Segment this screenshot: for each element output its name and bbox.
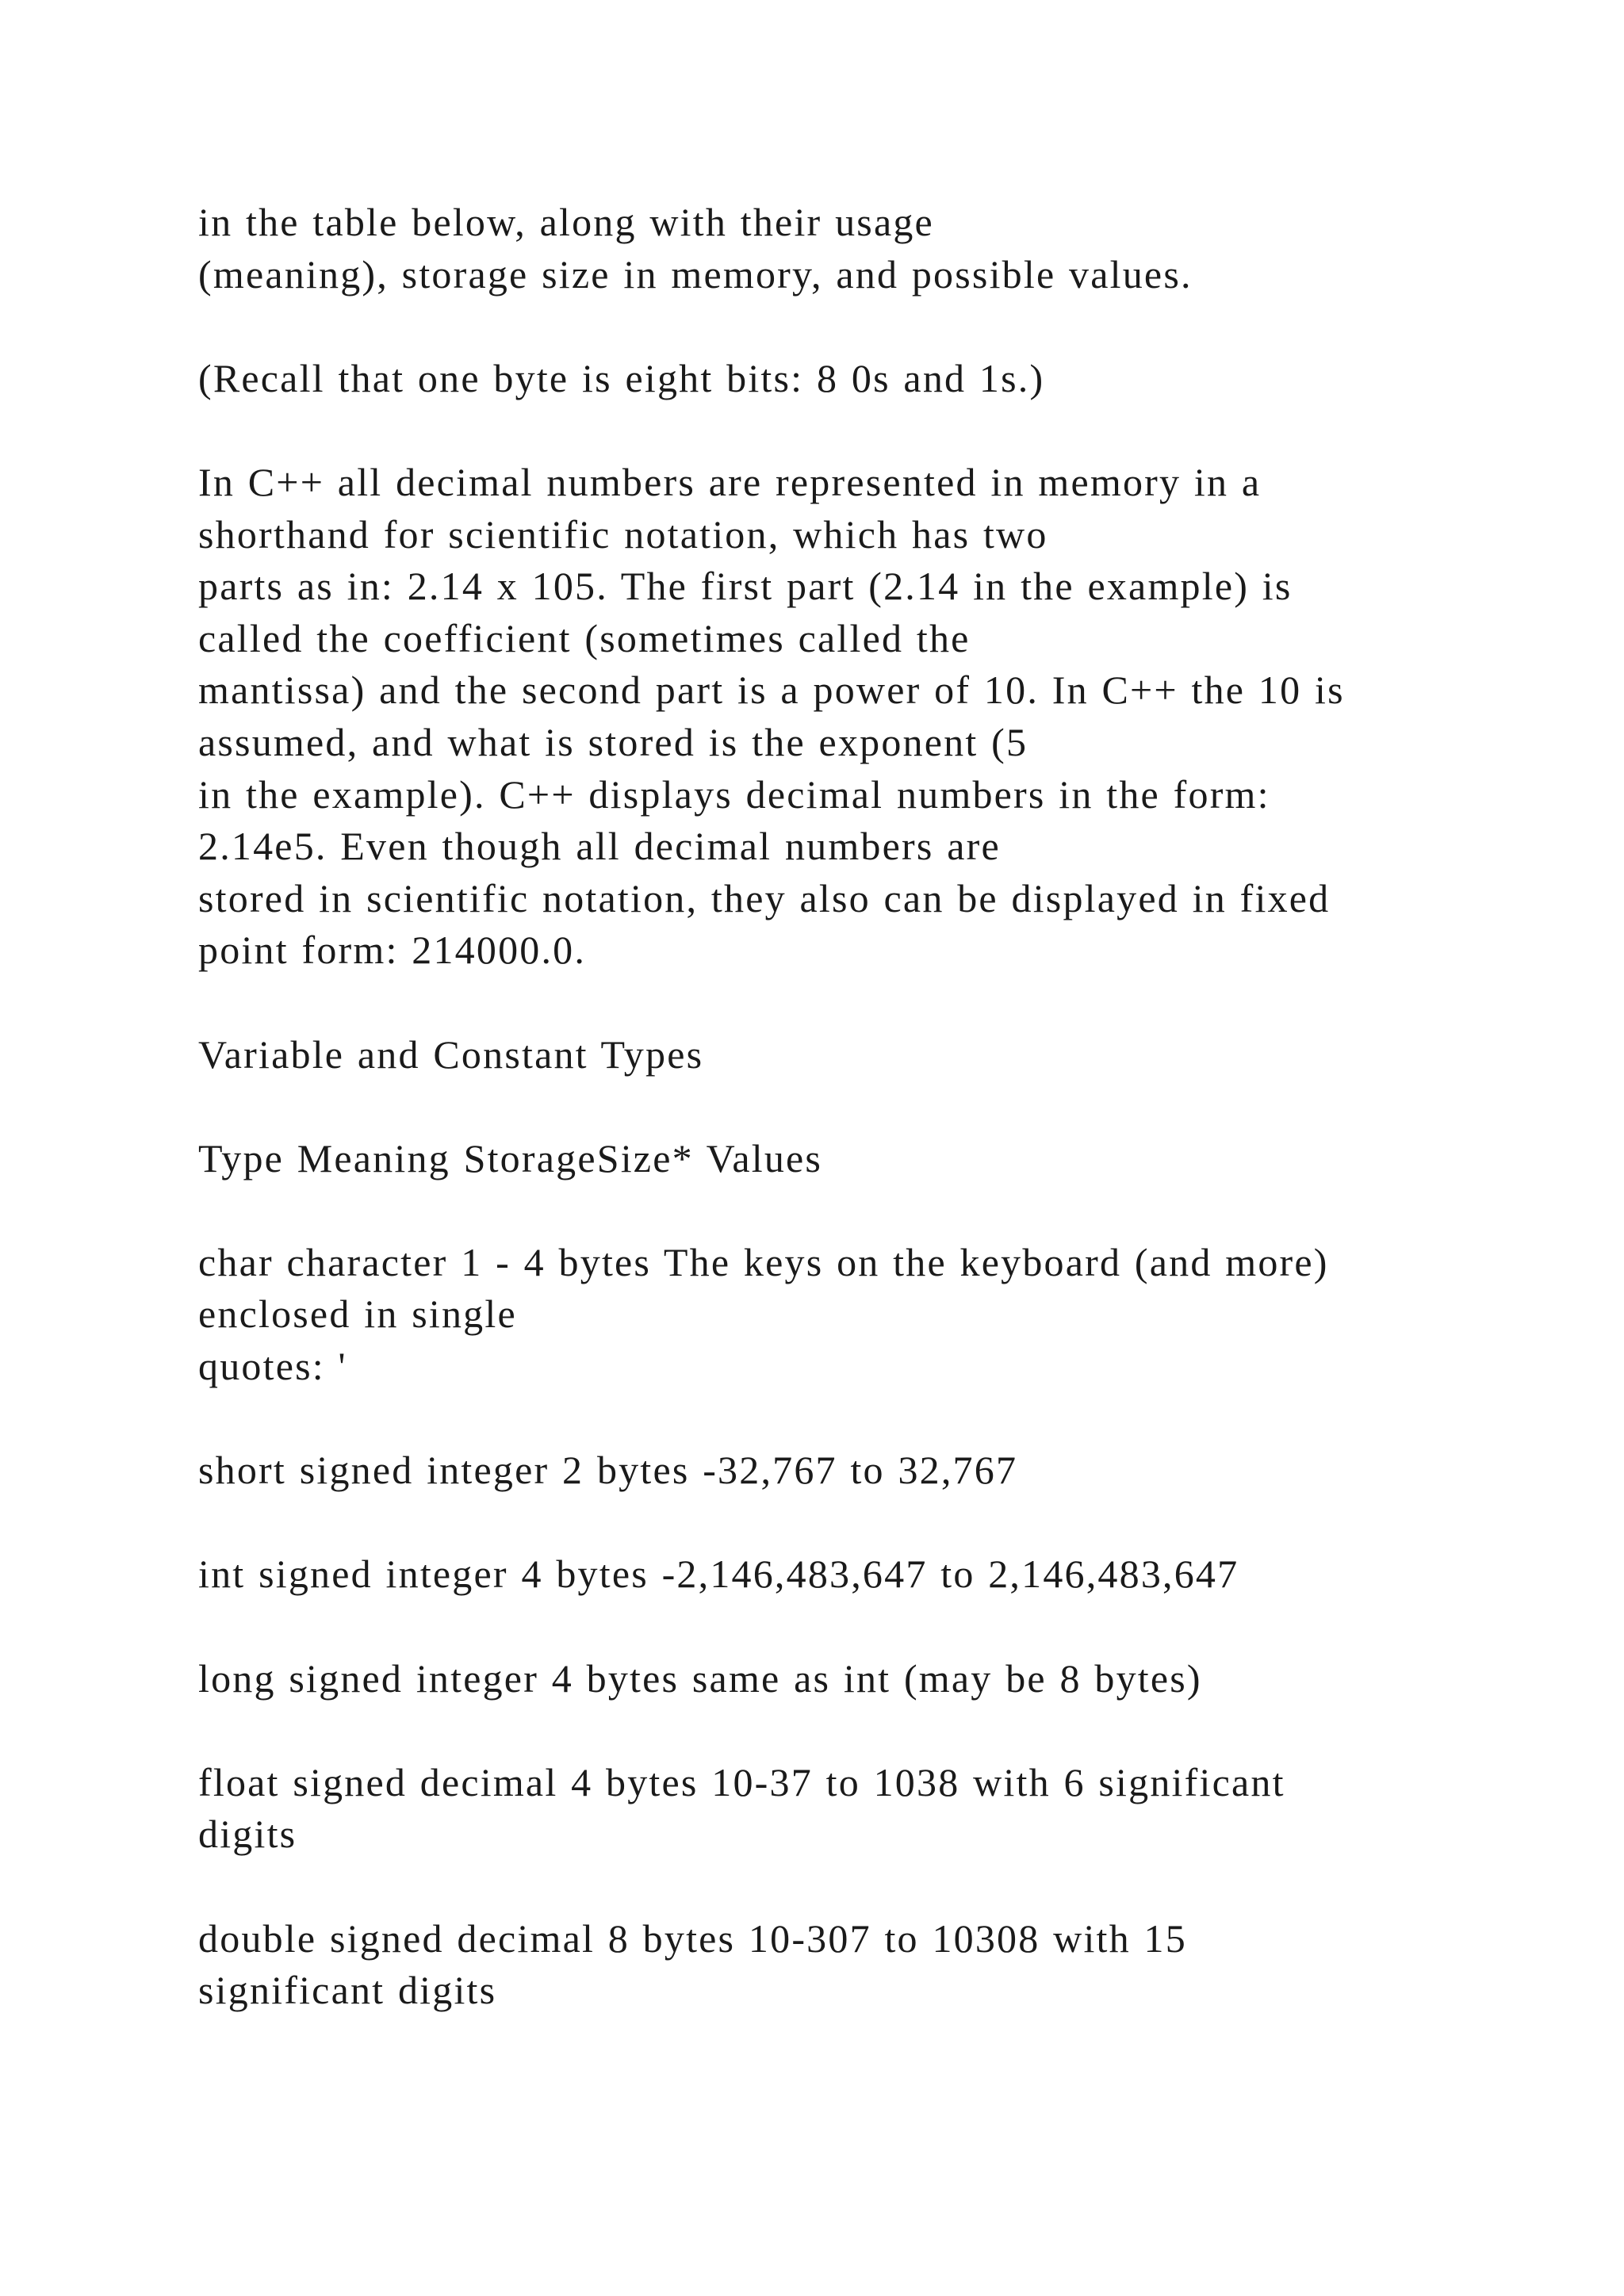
text-line: assumed, and what is stored is the exponent (5 [198, 719, 1028, 764]
section-heading [198, 1029, 1546, 1081]
text-line: shorthand for scientific notation, which has two [198, 511, 1048, 557]
byte-recall-paragraph [198, 353, 1546, 405]
text-line: long signed integer 4 bytes same as int (may be 8 bytes) [198, 1655, 1202, 1701]
text-line: mantissa) and the second part is a power of 10. In C++ the 10 is [198, 668, 1345, 713]
text-line: 2.14e5. Even though all decimal numbers are [198, 824, 1001, 869]
table-intro-paragraph [198, 197, 1546, 300]
text-line: stored in scientific notation, they also can be displayed in fixed [198, 875, 1331, 920]
table-row-char [198, 1237, 1546, 1393]
text-line: double signed decimal 8 bytes 10-307 to 10308 with 15 [198, 1915, 1187, 1961]
text-line: significant digits [198, 1968, 497, 2013]
text-line: short signed integer 2 bytes -32,767 to 32,767 [198, 1448, 1018, 1493]
text-line: parts as in: 2.14 x 105. The first part (2.14 in the example) is [198, 564, 1293, 609]
text-line: called the coefficient (sometimes called the [198, 615, 971, 660]
text-line: Type Meaning StorageSize* Values [198, 1135, 823, 1181]
table-row-double [198, 1913, 1546, 2017]
text-line: enclosed in single [198, 1292, 517, 1337]
text-line: quotes: ' [198, 1344, 347, 1389]
text-line: in the example). C++ displays decimal numbers in the form: [198, 771, 1270, 817]
text-line: point form: 214000.0. [198, 928, 587, 973]
text-line: char character 1 - 4 bytes The keys on the keyboard (and more) [198, 1239, 1329, 1284]
table-row-short [198, 1445, 1546, 1497]
table-header-row [198, 1133, 1546, 1185]
text-line: In C++ all decimal numbers are represented in memory in a [198, 459, 1262, 504]
text-line: float signed decimal 4 bytes 10-37 to 1038 with 6 significant [198, 1759, 1285, 1804]
table-row-float [198, 1757, 1546, 1861]
table-row-int [198, 1548, 1546, 1601]
text-line: int signed integer 4 bytes -2,146,483,647 to 2,146,483,647 [198, 1552, 1239, 1597]
text-line: digits [198, 1812, 297, 1857]
text-line: Variable and Constant Types [198, 1031, 704, 1077]
scientific-notation-paragraph [198, 457, 1546, 977]
text-line: (meaning), storage size in memory, and possible values. [198, 251, 1193, 297]
text-line: (Recall that one byte is eight bits: 8 0s and 1s.) [198, 355, 1045, 400]
document-body [198, 197, 1546, 2017]
text-line: in the table below, along with their usage [198, 200, 934, 244]
table-row-long [198, 1653, 1546, 1705]
